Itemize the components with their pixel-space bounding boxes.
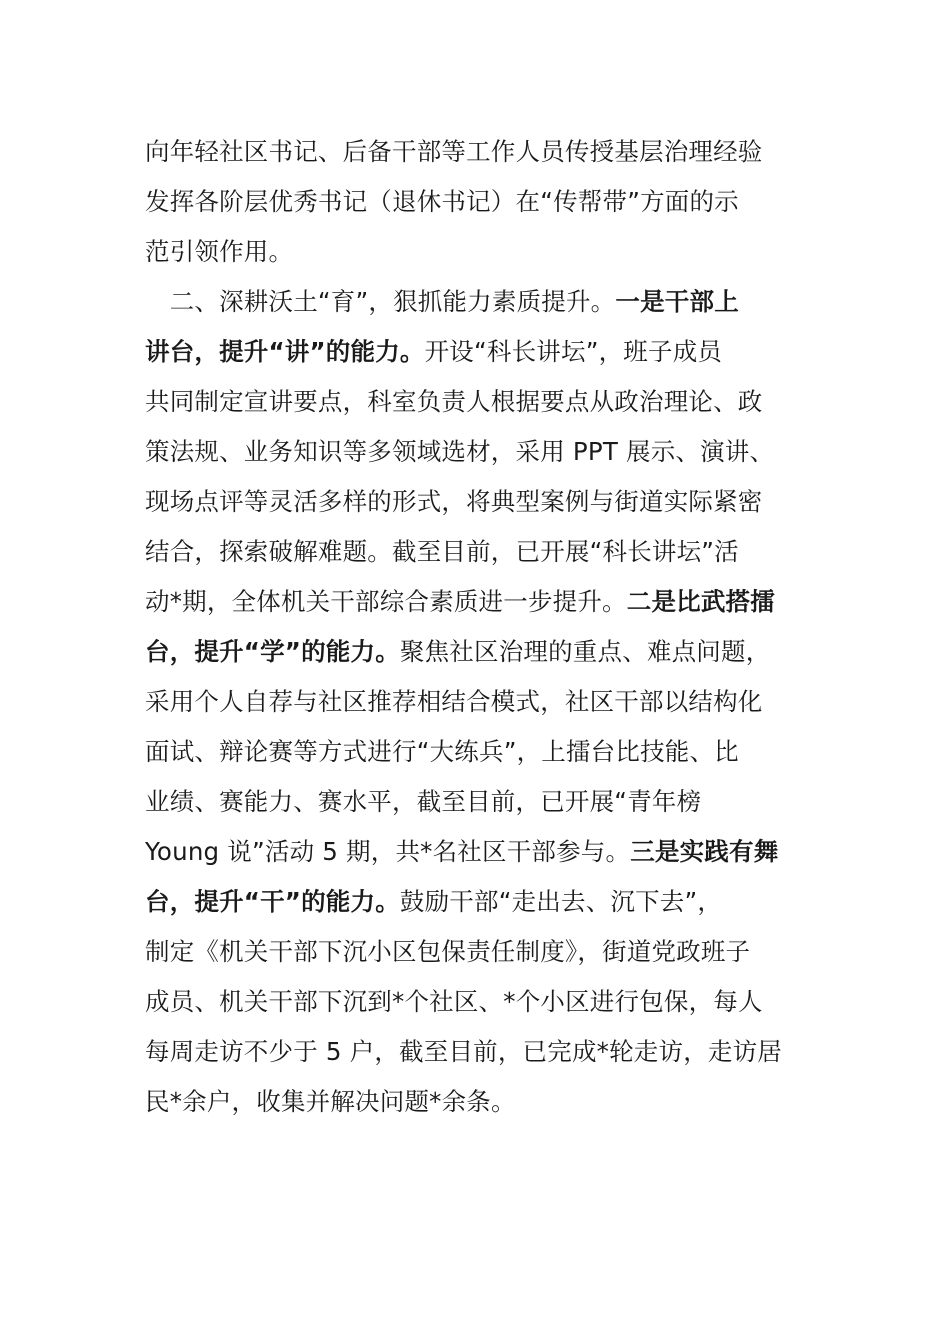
bold-text-segment: 三是实践有舞 — [630, 837, 779, 866]
text-line — [145, 377, 845, 427]
text-segment: 业绩、赛能力、赛水平，截至目前，已开展“青年榜 — [145, 787, 702, 816]
text-segment: Young 说”活动 5 期，共*名社区干部参与。 — [145, 837, 631, 866]
text-segment: 成员、机关干部下沉到*个社区、*个小区进行包保，每人 — [145, 987, 763, 1016]
text-line — [145, 477, 845, 527]
bold-text-segment: 讲台，提升“讲”的能力。 — [145, 337, 425, 366]
text-segment: 民*余户，收集并解决问题*余条。 — [145, 1087, 516, 1116]
text-segment: 现场点评等灵活多样的形式，将典型案例与街道实际紧密 — [145, 487, 763, 516]
text-segment: 结合，探索破解难题。截至目前，已开展“科长讲坛”活 — [145, 537, 739, 566]
text-segment: 范引领作用。 — [145, 237, 294, 266]
text-segment: 鼓励干部“走出去、沉下去”， — [399, 887, 723, 916]
text-segment: 二、深耕沃土“育”，狠抓能力素质提升。 — [145, 287, 616, 316]
text-segment: 向年轻社区书记、后备干部等工作人员传授基层治理经验 — [145, 137, 763, 166]
text-line — [145, 577, 845, 627]
text-segment: 策法规、业务知识等多领域选材，采用 PPT 展示、演讲、 — [145, 437, 775, 466]
text-line — [145, 527, 845, 577]
text-line — [145, 327, 845, 377]
text-line — [145, 127, 845, 177]
body-text — [145, 127, 845, 1127]
bold-text-segment: 台，提升“干”的能力。 — [145, 887, 400, 916]
text-line — [145, 1027, 845, 1077]
text-line — [145, 177, 845, 227]
text-line — [145, 927, 845, 977]
text-line — [145, 977, 845, 1027]
bold-text-segment: 二是比武搭擂 — [626, 587, 775, 616]
text-segment: 制定《机关干部下沉小区包保责任制度》，街道党政班子 — [145, 937, 751, 966]
text-line — [145, 277, 845, 327]
text-segment: 动*期，全体机关干部综合素质进一步提升。 — [145, 587, 627, 616]
text-segment: 开设“科长讲坛”，班子成员 — [424, 337, 723, 366]
text-segment: 发挥各阶层优秀书记（退休书记）在“传帮带”方面的示 — [145, 187, 739, 216]
bold-text-segment: 台，提升“学”的能力。 — [145, 637, 400, 666]
text-line — [145, 627, 845, 677]
text-line — [145, 827, 845, 877]
text-segment: 聚焦社区治理的重点、难点问题， — [399, 637, 771, 666]
text-line — [145, 677, 845, 727]
text-segment: 共同制定宣讲要点，科室负责人根据要点从政治理论、政 — [145, 387, 763, 416]
text-line — [145, 777, 845, 827]
text-line — [145, 1077, 845, 1127]
text-line — [145, 727, 845, 777]
text-segment: 面试、辩论赛等方式进行“大练兵”，上擂台比技能、比 — [145, 737, 739, 766]
bold-text-segment: 一是干部上 — [615, 287, 739, 316]
text-line — [145, 227, 845, 277]
text-line — [145, 427, 845, 477]
text-segment: 采用个人自荐与社区推荐相结合模式，社区干部以结构化 — [145, 687, 763, 716]
text-segment: 每周走访不少于 5 户，截至目前，已完成*轮走访，走访居 — [145, 1037, 783, 1066]
text-line — [145, 877, 845, 927]
